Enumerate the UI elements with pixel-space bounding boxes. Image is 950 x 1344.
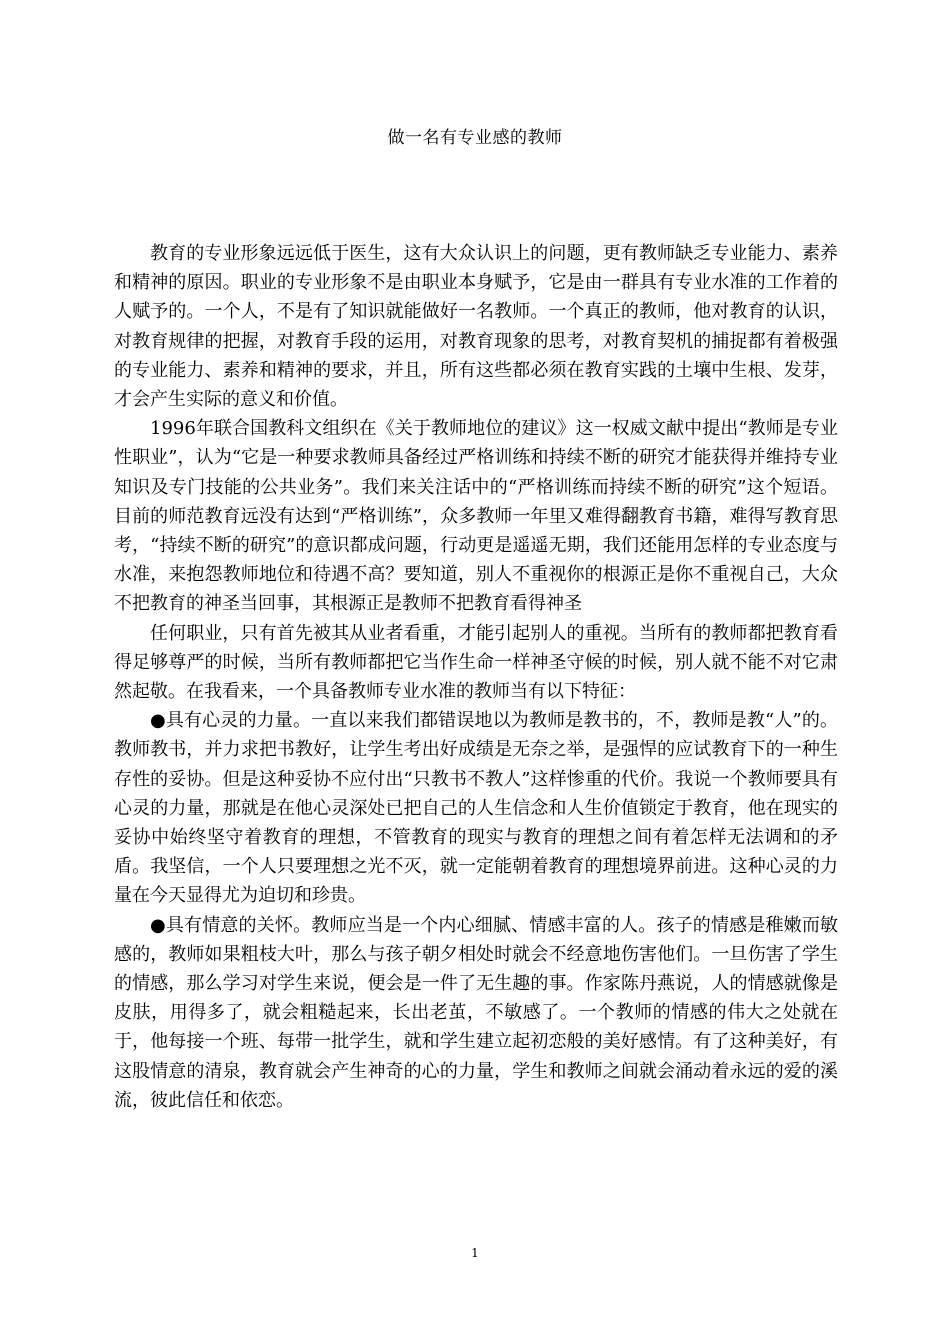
- paragraph-power-of-heart: ●具有心灵的力量。一直以来我们都错误地以为教师是教书的，不，教师是教“人”的。教师教书，并力求把书教好，让学生考出好成绩是无奈之举，是强悍的应试教育下的一种生存性的妥协。但是这种妥协不应付出“只教书不教人”这样惨重的代价。我说一个教师要具有心灵的力量，那就是在他心灵深处已把自己的人生信念和人生价值锁定于教育，他在现实的妥协中始终坚守着教育的理想，不管教育的现实与教育的理想之间有着怎样无法调和的矛盾。我坚信，一个人只要理想之光不灭，就一定能朝着教育的理想境界前进。这种心灵的力量在今天显得尤为迫切和珍贵。: [114, 710, 838, 907]
- paragraph-unesco-recommendation: 1996年联合国教科文组织在《关于教师地位的建议》这一权威文献中提出“教师是专业性职业”，认为“它是一种要求教师具备经过严格训练和持续不断的研究才能获得并维持专业知识及专门技能的公共业务”。我们来关注话中的“严格训练而持续不断的研究”这个短语。目前的师范教育远没有达到“严格训练”，众多教师一年里又难得翻教育书籍，难得写教育思考，“持续不断的研究”的意识都成问题，行动更是遥遥无期，我们还能用怎样的专业态度与水准，来抱怨教师地位和待遇不高？要知道，别人不重视你的根源正是你不重视自己，大众不把教育的神圣当回事，其根源正是教师不把教育看得神圣: [114, 418, 838, 615]
- paragraph-emotional-care: ●具有情意的关怀。教师应当是一个内心细腻、情感丰富的人。孩子的情感是稚嫩而敏感的，教师如果粗枝大叶，那么与孩子朝夕相处时就会不经意地伤害他们。一旦伤害了学生的情感，那么学习对学生来说，便会是一件了无生趣的事。作家陈丹燕说，人的情感就像是皮肤，用得多了，就会粗糙起来，长出老茧，不敏感了。一个教师的情感的伟大之处就在于，他每接一个班、每带一批学生，就和学生建立起初恋般的美好感情。有了这种美好，有这股情意的清泉，教育就会产生神奇的心的力量，学生和教师之间就会涌动着永远的爱的溪流，彼此信任和依恋。: [114, 914, 838, 1111]
- paragraph-professional-image: 教育的专业形象远远低于医生，这有大众认识上的问题，更有教师缺乏专业能力、素养和精神的原因。职业的专业形象不是由职业本身赋予，它是由一群具有专业水准的工作着的人赋予的。一个人，不是有了知识就能做好一名教师。一个真正的教师，他对教育的认识，对教育规律的把握，对教育手段的运用，对教育现象的思考，对教育契机的捕捉都有着极强的专业能力、素养和精神的要求，并且，所有这些都必须在教育实践的土壤中生根、发芽，才会产生实际的意义和价值。: [114, 243, 838, 411]
- page-number: 1: [471, 1246, 479, 1260]
- document-body: [114, 239, 838, 1115]
- paragraph-respect-for-profession: 任何职业，只有首先被其从业者看重，才能引起别人的重视。当所有的教师都把教育看得足够尊严的时候，当所有教师都把它当作生命一样神圣守候的时候，别人就不能不对它肃然起敬。在我看来，一个具备教师专业水准的教师当有以下特征：: [114, 622, 838, 703]
- document-title: 做一名有专业感的教师: [387, 128, 563, 148]
